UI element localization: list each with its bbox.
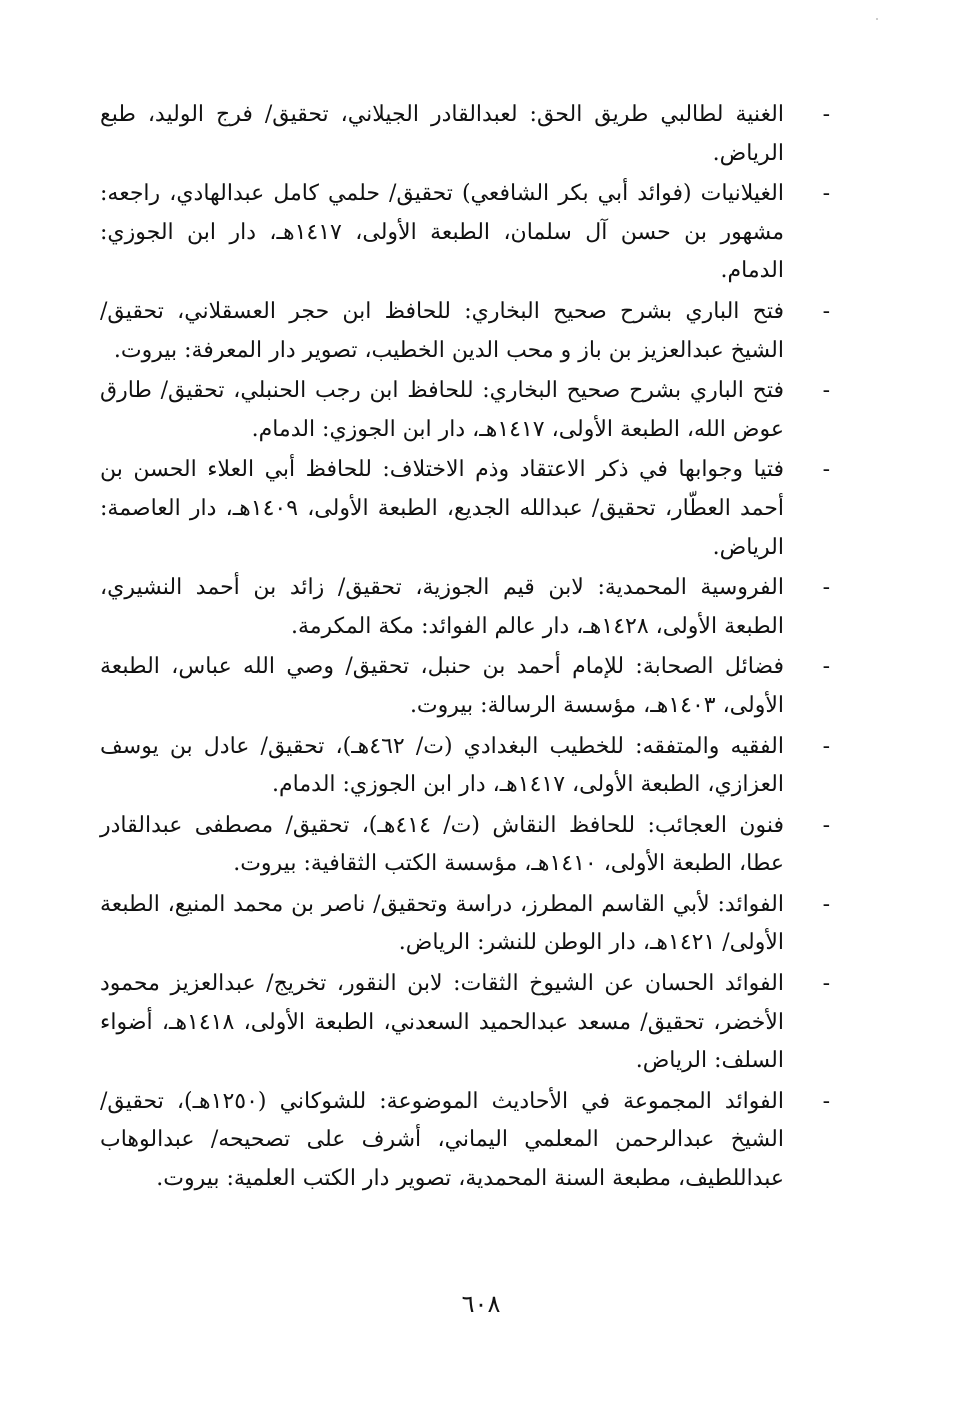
entry-bullet: -	[822, 891, 830, 917]
bibliography-entry	[100, 728, 830, 805]
bibliography-entry	[100, 886, 830, 963]
bibliography-entry	[100, 1083, 830, 1199]
entry-text: فتيا وجوابها في ذكر الاعتقاد وذم الاختلاف: للحافظ أبي العلاء الحسن بن أحمد العطّار، تحقيق/ عبدالله الجديع، الطبعة الأولى، ١٤٠٩هـ، دار العاصمة: الرياض.	[100, 457, 784, 560]
bibliography-entry	[100, 569, 830, 646]
entry-text: فتح الباري بشرح صحيح البخاري: للحافظ ابن حجر العسقلاني، تحقيق/ الشيخ عبدالعزيز بن باز و محب الدين الخطيب، تصوير دار المعرفة: بيروت.	[100, 298, 784, 363]
bibliography-entry	[100, 293, 830, 370]
bibliography-entry	[100, 965, 830, 1081]
entry-bullet: -	[822, 1088, 830, 1114]
entry-bullet: -	[822, 654, 830, 680]
entry-text: الفقيه والمتفقه: للخطيب البغدادي (ت/ ٤٦٢هـ)، تحقيق/ عادل بن يوسف العزازي، الطبعة الأولى، ١٤١٧هـ، دار ابن الجوزي: الدمام.	[100, 733, 784, 798]
bibliography-entry	[100, 372, 830, 449]
entry-text: الفروسية المحمدية: لابن قيم الجوزية، تحقيق/ زائد بن أحمد النشيري، الطبعة الأولى، ١٤٢٨هـ، دار عالم الفوائد: مكة المكرمة.	[100, 575, 784, 639]
bibliography-entry	[100, 648, 830, 725]
entry-bullet: -	[822, 102, 830, 127]
entry-text: الفوائد الحسان عن الشيوخ الثقات: لابن النقور، تخريج/ عبدالعزيز محمود الأخضر، تحقيق/ مسعد عبدالحميد السعدني، الطبعة الأولى، ١٤١٨هـ، أضواء السلف: الرياض.	[100, 971, 784, 1074]
entry-bullet: -	[822, 378, 830, 404]
entry-text: الغنية لطالبي طريق الحق: لعبدالقادر الجيلاني، تحقيق/ فرج الوليد، طبع الرياض.	[100, 102, 784, 166]
bibliography-entry	[100, 807, 830, 884]
bibliography-list	[100, 96, 830, 1201]
entry-bullet: -	[822, 457, 830, 483]
entry-bullet: -	[822, 298, 830, 324]
entry-text: الغيلانيات (فوائد أبي بكر الشافعي) تحقيق/ حلمي كامل عبدالهادي، راجعه: مشهور بن حسن آل سلمان، الطبعة الأولى، ١٤١٧هـ، دار ابن الجوزي: الدمام.	[100, 181, 785, 284]
entry-bullet: -	[822, 971, 830, 997]
entry-bullet: -	[822, 812, 830, 838]
entry-bullet: -	[822, 733, 830, 759]
bibliography-entry	[100, 96, 830, 173]
entry-text: فتح الباري بشرح صحيح البخاري: للحافظ ابن رجب الحنبلي، تحقيق/ طارق عوض الله، الطبعة الأولى، ١٤١٧هـ، دار ابن الجوزي: الدمام.	[100, 378, 784, 442]
entry-text: الفوائد: لأبي القاسم المطرز، دراسة وتحقيق/ ناصر بن محمد المنيع، الطبعة الأولى/ ١٤٢١هـ، دار الوطن للنشر: الرياض.	[100, 891, 784, 956]
bibliography-entry	[100, 175, 830, 291]
entry-text: فنون العجائب: للحافظ النقاش (ت/ ٤١٤هـ)، تحقيق/ مصطفى عبدالقادر عطا، الطبعة الأولى، ١٤١٠هـ، مؤسسة الكتب الثقافية: بيروت.	[100, 812, 784, 877]
entry-bullet: -	[822, 181, 830, 207]
entry-text: فضائل الصحابة: للإمام أحمد بن حنبل، تحقيق/ وصي الله عباس، الطبعة الأولى، ١٤٠٣هـ، مؤسسة الرسالة: بيروت.	[100, 654, 784, 718]
entry-text: الفوائد المجموعة في الأحاديث الموضوعة: للشوكاني (١٢٥٠هـ)، تحقيق/ الشيخ عبدالرحمن المعلمي اليماني، أشرف على تصحيحه/ عبدالوهاب عبداللطيف، مطبعة السنة المحمدية، تصوير دار الكتب العلمية: بيروت.	[100, 1088, 784, 1192]
scan-speck	[876, 18, 878, 20]
page-number: ٦٠٨	[461, 1290, 501, 1318]
bibliography-entry	[100, 451, 830, 567]
entry-bullet: -	[822, 575, 830, 601]
